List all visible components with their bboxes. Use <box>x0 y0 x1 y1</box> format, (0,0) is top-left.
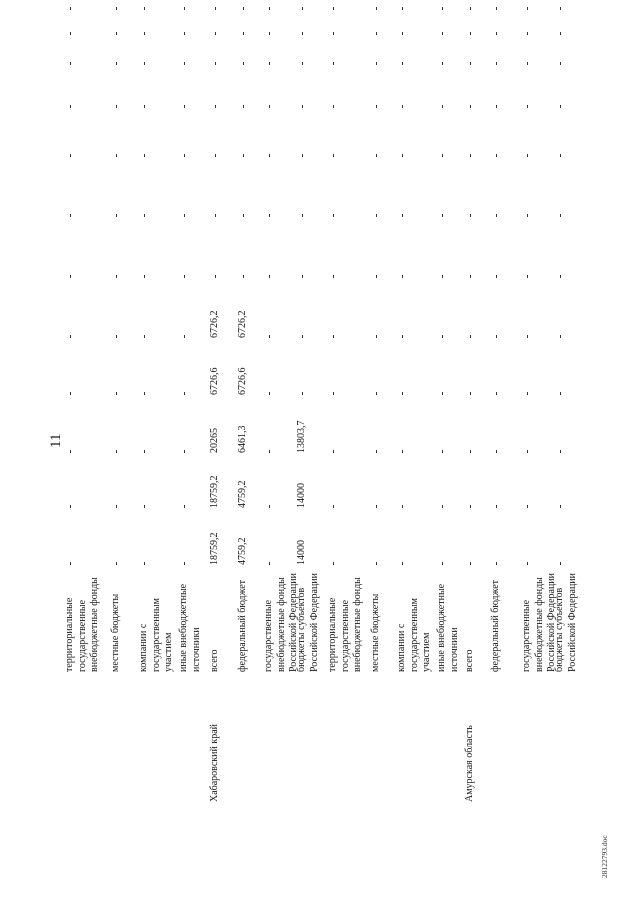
empty-cell-dash <box>496 214 497 217</box>
row-label-line: государственным <box>150 598 162 672</box>
empty-cell-dash <box>184 32 185 35</box>
value-cell: 18759,2 <box>209 532 220 565</box>
empty-cell-dash <box>496 7 497 10</box>
empty-cell-dash <box>116 105 117 108</box>
empty-cell-dash <box>442 214 443 217</box>
empty-cell-dash <box>184 562 185 565</box>
empty-cell-dash <box>402 275 403 278</box>
value-cell: 6726,6 <box>209 367 220 395</box>
empty-cell-dash <box>269 275 270 278</box>
row-label-line: источники <box>448 627 460 672</box>
empty-cell-dash <box>302 7 303 10</box>
row-label-line: компании с <box>396 623 407 672</box>
empty-cell-dash <box>333 562 334 565</box>
empty-cell-dash <box>70 562 71 565</box>
empty-cell-dash <box>144 335 145 338</box>
empty-cell-dash <box>376 7 377 10</box>
empty-cell-dash <box>496 335 497 338</box>
empty-cell-dash <box>470 154 471 157</box>
empty-cell-dash <box>560 105 561 108</box>
empty-cell-dash <box>560 32 561 35</box>
empty-cell-dash <box>243 105 244 108</box>
value-cell: 14000 <box>296 540 307 565</box>
row-label-line: внебюджетные фонды <box>352 577 363 672</box>
empty-cell-dash <box>560 214 561 217</box>
empty-cell-dash <box>496 275 497 278</box>
row-label-line: внебюджетные фонды <box>89 577 100 672</box>
row-label-line: участием <box>163 632 174 672</box>
value-cell: 18759,2 <box>209 475 220 508</box>
empty-cell-dash <box>560 392 561 395</box>
empty-cell-dash <box>442 154 443 157</box>
row-label-line: иные внебюджетные <box>178 583 189 672</box>
value-cell: 6726,6 <box>237 367 248 395</box>
value-cell: 6726,2 <box>209 310 220 338</box>
empty-cell-dash <box>70 392 71 395</box>
empty-cell-dash <box>215 32 216 35</box>
empty-cell-dash <box>269 392 270 395</box>
empty-cell-dash <box>243 7 244 10</box>
empty-cell-dash <box>496 505 497 508</box>
empty-cell-dash <box>333 275 334 278</box>
row-label-line: государственным <box>408 598 420 672</box>
empty-cell-dash <box>442 275 443 278</box>
empty-cell-dash <box>70 505 71 508</box>
row-label-line: федеральный бюджет <box>237 579 248 672</box>
empty-cell-dash <box>184 505 185 508</box>
empty-cell-dash <box>496 392 497 395</box>
empty-cell-dash <box>376 105 377 108</box>
empty-cell-dash <box>470 105 471 108</box>
empty-cell-dash <box>402 7 403 10</box>
empty-cell-dash <box>70 62 71 65</box>
empty-cell-dash <box>302 32 303 35</box>
empty-cell-dash <box>442 105 443 108</box>
empty-cell-dash <box>527 505 528 508</box>
empty-cell-dash <box>527 7 528 10</box>
empty-cell-dash <box>269 335 270 338</box>
empty-cell-dash <box>70 450 71 453</box>
empty-cell-dash <box>116 32 117 35</box>
empty-cell-dash <box>560 335 561 338</box>
row-label-line: территориальные <box>327 597 338 672</box>
empty-cell-dash <box>184 105 185 108</box>
empty-cell-dash <box>376 505 377 508</box>
empty-cell-dash <box>442 505 443 508</box>
empty-cell-dash <box>70 7 71 10</box>
value-cell: 14000 <box>296 483 307 508</box>
empty-cell-dash <box>470 392 471 395</box>
empty-cell-dash <box>376 450 377 453</box>
empty-cell-dash <box>215 7 216 10</box>
empty-cell-dash <box>470 62 471 65</box>
empty-cell-dash <box>442 392 443 395</box>
region-name: Амурская область <box>464 725 475 802</box>
empty-cell-dash <box>243 214 244 217</box>
empty-cell-dash <box>144 450 145 453</box>
empty-cell-dash <box>496 62 497 65</box>
row-label-line: местные бюджеты <box>370 593 381 672</box>
empty-cell-dash <box>376 154 377 157</box>
empty-cell-dash <box>302 392 303 395</box>
empty-cell-dash <box>470 32 471 35</box>
empty-cell-dash <box>184 392 185 395</box>
empty-cell-dash <box>215 62 216 65</box>
empty-cell-dash <box>527 214 528 217</box>
empty-cell-dash <box>527 450 528 453</box>
empty-cell-dash <box>269 32 270 35</box>
empty-cell-dash <box>442 62 443 65</box>
row-label-line: Российской Федерации <box>566 572 578 672</box>
empty-cell-dash <box>144 562 145 565</box>
empty-cell-dash <box>184 275 185 278</box>
empty-cell-dash <box>333 154 334 157</box>
region-name: Хабаровский край <box>209 724 220 802</box>
empty-cell-dash <box>376 562 377 565</box>
empty-cell-dash <box>144 105 145 108</box>
empty-cell-dash <box>269 505 270 508</box>
row-label-line: бюджеты субъектов <box>296 587 307 672</box>
row-label-line: компании с <box>138 623 149 672</box>
empty-cell-dash <box>470 214 471 217</box>
empty-cell-dash <box>470 275 471 278</box>
footer-filename: 28122793.doc <box>600 835 609 878</box>
row-label-line: всего <box>464 649 475 672</box>
empty-cell-dash <box>442 562 443 565</box>
row-label-line: всего <box>209 649 220 672</box>
value-cell: 20265 <box>209 428 220 453</box>
empty-cell-dash <box>376 392 377 395</box>
empty-cell-dash <box>302 105 303 108</box>
empty-cell-dash <box>376 275 377 278</box>
empty-cell-dash <box>402 392 403 395</box>
value-cell: 13803,7 <box>296 420 307 453</box>
row-label-line: иные внебюджетные <box>436 583 447 672</box>
empty-cell-dash <box>302 214 303 217</box>
empty-cell-dash <box>116 392 117 395</box>
empty-cell-dash <box>442 32 443 35</box>
row-label-line: местные бюджеты <box>110 593 121 672</box>
empty-cell-dash <box>269 214 270 217</box>
empty-cell-dash <box>496 450 497 453</box>
empty-cell-dash <box>184 154 185 157</box>
row-label-line: внебюджетные фонды <box>275 577 287 672</box>
empty-cell-dash <box>184 335 185 338</box>
empty-cell-dash <box>269 62 270 65</box>
empty-cell-dash <box>144 32 145 35</box>
empty-cell-dash <box>402 505 403 508</box>
empty-cell-dash <box>470 505 471 508</box>
empty-cell-dash <box>402 32 403 35</box>
empty-cell-dash <box>269 450 270 453</box>
row-label-line: государственные <box>521 599 532 672</box>
empty-cell-dash <box>116 275 117 278</box>
row-label-line: бюджеты субъектов <box>554 587 565 672</box>
empty-cell-dash <box>496 562 497 565</box>
empty-cell-dash <box>269 154 270 157</box>
empty-cell-dash <box>116 450 117 453</box>
row-label-line: федеральный бюджет <box>490 579 501 672</box>
empty-cell-dash <box>442 450 443 453</box>
empty-cell-dash <box>402 562 403 565</box>
empty-cell-dash <box>527 275 528 278</box>
empty-cell-dash <box>144 214 145 217</box>
empty-cell-dash <box>116 505 117 508</box>
empty-cell-dash <box>470 7 471 10</box>
empty-cell-dash <box>470 335 471 338</box>
empty-cell-dash <box>402 214 403 217</box>
empty-cell-dash <box>402 154 403 157</box>
empty-cell-dash <box>215 154 216 157</box>
empty-cell-dash <box>269 7 270 10</box>
row-label-line: Российской Федерации <box>308 572 320 672</box>
empty-cell-dash <box>560 7 561 10</box>
empty-cell-dash <box>333 450 334 453</box>
row-label-line: участием <box>421 632 432 672</box>
empty-cell-dash <box>116 154 117 157</box>
row-label-line: территориальные <box>64 597 75 672</box>
empty-cell-dash <box>70 275 71 278</box>
empty-cell-dash <box>560 62 561 65</box>
empty-cell-dash <box>333 335 334 338</box>
empty-cell-dash <box>116 214 117 217</box>
value-cell: 6726,2 <box>237 310 248 338</box>
empty-cell-dash <box>560 450 561 453</box>
empty-cell-dash <box>527 105 528 108</box>
empty-cell-dash <box>527 335 528 338</box>
empty-cell-dash <box>496 154 497 157</box>
empty-cell-dash <box>144 62 145 65</box>
empty-cell-dash <box>527 32 528 35</box>
empty-cell-dash <box>269 105 270 108</box>
empty-cell-dash <box>302 154 303 157</box>
empty-cell-dash <box>302 275 303 278</box>
value-cell: 6461,3 <box>237 425 248 453</box>
row-label-line: государственные <box>76 599 88 672</box>
empty-cell-dash <box>302 335 303 338</box>
empty-cell-dash <box>70 214 71 217</box>
empty-cell-dash <box>333 214 334 217</box>
empty-cell-dash <box>402 450 403 453</box>
empty-cell-dash <box>470 450 471 453</box>
empty-cell-dash <box>243 32 244 35</box>
empty-cell-dash <box>560 275 561 278</box>
empty-cell-dash <box>527 562 528 565</box>
empty-cell-dash <box>376 335 377 338</box>
empty-cell-dash <box>215 214 216 217</box>
row-label-line: Российской Федерации <box>546 572 557 672</box>
empty-cell-dash <box>116 562 117 565</box>
empty-cell-dash <box>144 275 145 278</box>
empty-cell-dash <box>215 275 216 278</box>
empty-cell-dash <box>333 505 334 508</box>
row-label-line: источники <box>190 627 202 672</box>
empty-cell-dash <box>243 62 244 65</box>
empty-cell-dash <box>70 32 71 35</box>
empty-cell-dash <box>184 450 185 453</box>
empty-cell-dash <box>560 505 561 508</box>
empty-cell-dash <box>302 62 303 65</box>
row-label-line: государственные <box>263 599 274 672</box>
empty-cell-dash <box>442 7 443 10</box>
empty-cell-dash <box>496 32 497 35</box>
empty-cell-dash <box>527 154 528 157</box>
empty-cell-dash <box>116 7 117 10</box>
row-label-line: внебюджетные фонды <box>533 577 545 672</box>
empty-cell-dash <box>527 62 528 65</box>
empty-cell-dash <box>560 154 561 157</box>
empty-cell-dash <box>144 505 145 508</box>
empty-cell-dash <box>333 392 334 395</box>
empty-cell-dash <box>376 62 377 65</box>
empty-cell-dash <box>333 105 334 108</box>
empty-cell-dash <box>116 62 117 65</box>
page-number: 11 <box>48 433 64 448</box>
empty-cell-dash <box>402 62 403 65</box>
empty-cell-dash <box>70 105 71 108</box>
empty-cell-dash <box>144 154 145 157</box>
empty-cell-dash <box>333 32 334 35</box>
empty-cell-dash <box>184 7 185 10</box>
empty-cell-dash <box>116 335 117 338</box>
empty-cell-dash <box>402 105 403 108</box>
empty-cell-dash <box>560 562 561 565</box>
empty-cell-dash <box>442 335 443 338</box>
empty-cell-dash <box>243 154 244 157</box>
empty-cell-dash <box>70 154 71 157</box>
empty-cell-dash <box>184 214 185 217</box>
empty-cell-dash <box>527 392 528 395</box>
row-label-line: Российской Федерации <box>288 572 299 672</box>
empty-cell-dash <box>333 7 334 10</box>
empty-cell-dash <box>376 32 377 35</box>
empty-cell-dash <box>243 275 244 278</box>
value-cell: 4759,2 <box>237 480 248 508</box>
empty-cell-dash <box>144 7 145 10</box>
empty-cell-dash <box>70 335 71 338</box>
empty-cell-dash <box>470 562 471 565</box>
empty-cell-dash <box>402 335 403 338</box>
empty-cell-dash <box>376 214 377 217</box>
row-label-line: государственные <box>339 599 351 672</box>
empty-cell-dash <box>269 562 270 565</box>
empty-cell-dash <box>496 105 497 108</box>
value-cell: 4759,2 <box>237 537 248 565</box>
empty-cell-dash <box>215 105 216 108</box>
empty-cell-dash <box>333 62 334 65</box>
empty-cell-dash <box>144 392 145 395</box>
empty-cell-dash <box>184 62 185 65</box>
